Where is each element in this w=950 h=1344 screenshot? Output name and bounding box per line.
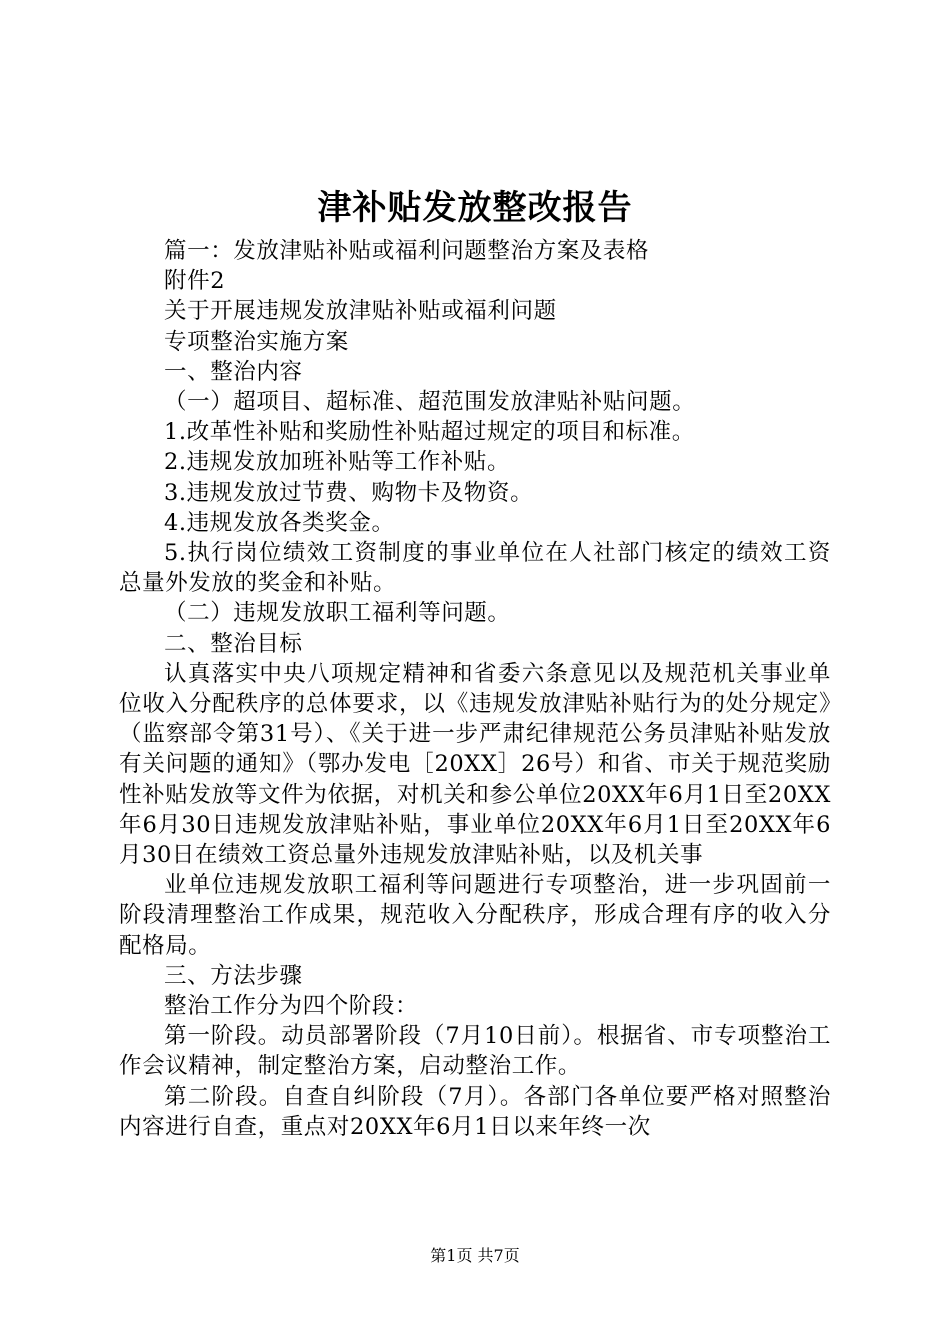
- paragraph: 第一阶段。动员部署阶段（7月10日前）。根据省、市专项整治工作会议精神，制定整治方案，启动整治工作。: [119, 1023, 831, 1080]
- paragraph: 附件2: [164, 268, 226, 295]
- list-item: 2.违规发放加班补贴等工作补贴。: [164, 449, 511, 476]
- paragraph: 篇一：发放津贴补贴或福利问题整治方案及表格: [164, 238, 650, 264]
- list-item: 5.执行岗位绩效工资制度的事业单位在人社部门核定的绩效工资总量外发放的奖金和补贴。: [119, 540, 831, 597]
- list-item: 1.改革性补贴和奖励性补贴超过规定的项目和标准。: [164, 419, 695, 446]
- paragraph: （二）违规发放职工福利等问题。: [164, 600, 511, 627]
- section-heading: 一、整治内容: [164, 358, 303, 385]
- paragraph: 业单位违规发放职工福利等问题进行专项整治，进一步巩固前一阶段清理整治工作成果，规范收入分配秩序，形成合理有序的收入分配格局。: [119, 872, 831, 959]
- paragraph: （一）超项目、超标准、超范围发放津贴补贴问题。: [164, 389, 696, 416]
- list-item: 4.违规发放各类奖金。: [164, 509, 395, 536]
- paragraph: 第二阶段。自查自纠阶段（7月）。各部门各单位要严格对照整治内容进行自查，重点对20XX年6月1日以来年终一次: [119, 1083, 831, 1140]
- list-item: 3.违规发放过节费、购物卡及物资。: [164, 479, 534, 506]
- document-title: 津补贴发放整改报告: [317, 188, 633, 228]
- paragraph: 认真落实中央八项规定精神和省委六条意见以及规范机关事业单位收入分配秩序的总体要求，以《违规发放津贴补贴行为的处分规定》（监察部令第31号）、《关于进一步严肃纪律规范公务员津贴补贴发放有关问题的通知》（鄂办发电［20XX］26号）和省、市关于规范奖励性补贴发放等文件为依据，对机关和参公单位20XX年6月1日至20XX年6月30日违规发放津贴补贴，事业单位20XX年6月1日至20XX年6月30日在绩效工资总量外违规发放津贴补贴，以及机关事: [119, 660, 831, 869]
- section-heading: 二、整治目标: [164, 630, 303, 657]
- paragraph: 整治工作分为四个阶段：: [164, 993, 419, 1020]
- paragraph: 专项整治实施方案: [164, 328, 349, 355]
- document-body: [119, 236, 831, 1142]
- section-heading: 三、方法步骤: [164, 962, 303, 989]
- paragraph: 关于开展违规发放津贴补贴或福利问题: [164, 298, 557, 325]
- page-footer: 第1页 共7页: [430, 1246, 520, 1265]
